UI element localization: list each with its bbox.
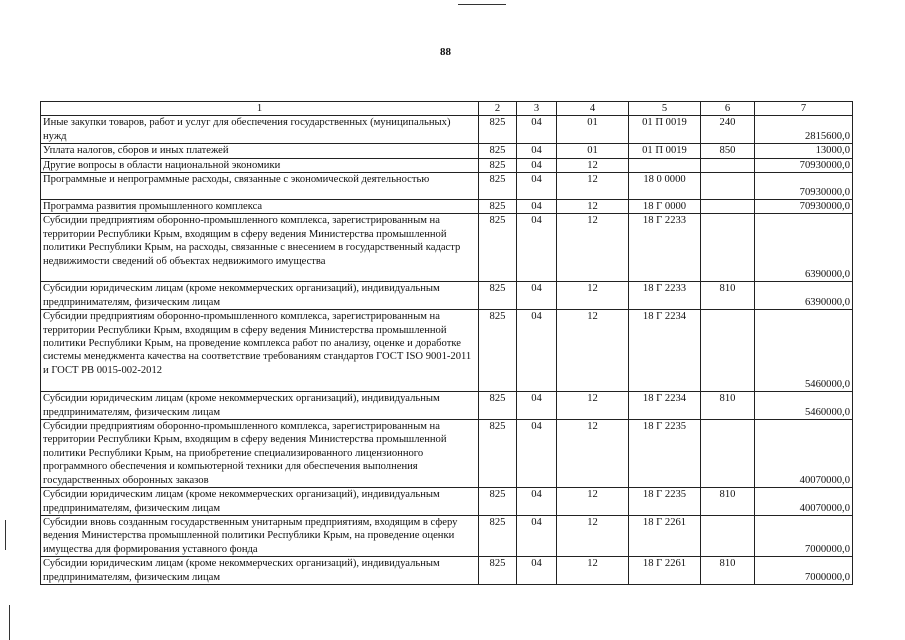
row-target-article: 18 Г 2233 (629, 214, 701, 282)
page-number: 88 (440, 46, 451, 58)
row-expense-type (701, 158, 755, 172)
row-name: Иные закупки товаров, работ и услуг для обеспечения государственных (муниципальных) нужд (41, 116, 479, 144)
row-expense-type: 850 (701, 144, 755, 158)
row-admin-code: 825 (479, 116, 517, 144)
row-admin-code: 825 (479, 488, 517, 516)
row-subsection: 12 (557, 515, 629, 556)
row-expense-type (701, 420, 755, 488)
row-amount: 7000000,0 (755, 515, 853, 556)
row-section: 04 (517, 173, 557, 200)
row-subsection: 01 (557, 116, 629, 144)
row-amount: 70930000,0 (755, 200, 853, 214)
row-amount: 40070000,0 (755, 488, 853, 516)
row-target-article: 18 Г 2261 (629, 557, 701, 585)
row-expense-type: 810 (701, 488, 755, 516)
row-section: 04 (517, 158, 557, 172)
scan-line-left-lower (9, 605, 10, 640)
row-subsection: 12 (557, 420, 629, 488)
row-name: Субсидии вновь созданным государственным унитарным предприятиям, входящим в сферу ведения Министерства промышленной политики Республики Крым, на проведение оценки имущества для формирования уставного фонда (41, 515, 479, 556)
row-amount: 70930000,0 (755, 158, 853, 172)
header-cell-6: 6 (701, 102, 755, 116)
row-section: 04 (517, 557, 557, 585)
row-section: 04 (517, 420, 557, 488)
row-amount: 5460000,0 (755, 310, 853, 392)
row-amount: 7000000,0 (755, 557, 853, 585)
table-row (41, 557, 853, 585)
header-cell-1: 1 (41, 102, 479, 116)
row-expense-type (701, 310, 755, 392)
row-admin-code: 825 (479, 392, 517, 420)
row-section: 04 (517, 200, 557, 214)
row-target-article: 18 Г 2261 (629, 515, 701, 556)
row-expense-type (701, 515, 755, 556)
row-target-article: 18 Г 2234 (629, 392, 701, 420)
row-amount: 5460000,0 (755, 392, 853, 420)
table-row (41, 200, 853, 214)
row-target-article: 18 Г 0000 (629, 200, 701, 214)
row-subsection: 12 (557, 282, 629, 310)
row-section: 04 (517, 392, 557, 420)
scan-line-left (5, 520, 6, 550)
row-target-article: 18 Г 2235 (629, 420, 701, 488)
header-cell-4: 4 (557, 102, 629, 116)
row-amount: 40070000,0 (755, 420, 853, 488)
row-subsection: 01 (557, 144, 629, 158)
row-amount: 13000,0 (755, 144, 853, 158)
header-cell-7: 7 (755, 102, 853, 116)
table-row (41, 158, 853, 172)
row-name: Субсидии предприятиям оборонно-промышленного комплекса, зарегистрированным на территории Республики Крым, входящим в сферу ведения Министерства промышленной политики Республики Крым, на проведение комплекса работ по анализу, оценке и доработке системы менеджмента качества на соответствие требованиям стандартов ГОСТ ISO 9001-2011 и ГОСТ РВ 0015-002-2012 (41, 310, 479, 392)
row-name: Субсидии юридическим лицам (кроме некоммерческих организаций), индивидуальным предпринимателям, физическим лицам (41, 557, 479, 585)
table-row (41, 420, 853, 488)
row-expense-type: 810 (701, 282, 755, 310)
table-row (41, 488, 853, 516)
row-subsection: 12 (557, 200, 629, 214)
row-section: 04 (517, 282, 557, 310)
row-name: Уплата налогов, сборов и иных платежей (41, 144, 479, 158)
header-cell-3: 3 (517, 102, 557, 116)
table-row (41, 173, 853, 200)
table-row (41, 144, 853, 158)
table-row (41, 214, 853, 282)
row-name: Субсидии юридическим лицам (кроме некоммерческих организаций), индивидуальным предпринимателям, физическим лицам (41, 392, 479, 420)
row-subsection: 12 (557, 557, 629, 585)
row-target-article: 01 П 0019 (629, 116, 701, 144)
row-expense-type: 240 (701, 116, 755, 144)
row-target-article: 18 Г 2235 (629, 488, 701, 516)
table-row (41, 310, 853, 392)
row-amount: 6390000,0 (755, 282, 853, 310)
row-admin-code: 825 (479, 214, 517, 282)
header-cell-2: 2 (479, 102, 517, 116)
row-expense-type (701, 200, 755, 214)
row-subsection: 12 (557, 310, 629, 392)
row-amount: 6390000,0 (755, 214, 853, 282)
table-header-row (41, 102, 853, 116)
row-target-article: 18 Г 2233 (629, 282, 701, 310)
row-subsection: 12 (557, 214, 629, 282)
row-admin-code: 825 (479, 282, 517, 310)
row-section: 04 (517, 214, 557, 282)
table-row (41, 282, 853, 310)
row-name: Субсидии юридическим лицам (кроме некоммерческих организаций), индивидуальным предпринимателям, физическим лицам (41, 488, 479, 516)
row-expense-type (701, 173, 755, 200)
row-section: 04 (517, 310, 557, 392)
row-admin-code: 825 (479, 144, 517, 158)
row-section: 04 (517, 144, 557, 158)
row-section: 04 (517, 515, 557, 556)
row-name: Субсидии предприятиям оборонно-промышленного комплекса, зарегистрированным на территории Республики Крым, входящим в сферу ведения Министерства промышленной политики Республики Крым, на приобретение специализированного лицензионного программного обеспечения и компьютерной техники для обеспечения выполнения государственных оборонных заказов (41, 420, 479, 488)
row-expense-type (701, 214, 755, 282)
scan-line-top (458, 4, 506, 5)
budget-table (40, 101, 853, 585)
row-name: Программные и непрограммные расходы, связанные с экономической деятельностью (41, 173, 479, 200)
row-name: Другие вопросы в области национальной экономики (41, 158, 479, 172)
row-amount: 2815600,0 (755, 116, 853, 144)
row-admin-code: 825 (479, 200, 517, 214)
row-section: 04 (517, 116, 557, 144)
row-subsection: 12 (557, 173, 629, 200)
row-section: 04 (517, 488, 557, 516)
table-row (41, 392, 853, 420)
row-subsection: 12 (557, 158, 629, 172)
row-subsection: 12 (557, 488, 629, 516)
row-amount: 70930000,0 (755, 173, 853, 200)
row-name: Субсидии юридическим лицам (кроме некоммерческих организаций), индивидуальным предпринимателям, физическим лицам (41, 282, 479, 310)
row-target-article: 18 0 0000 (629, 173, 701, 200)
row-admin-code: 825 (479, 310, 517, 392)
row-admin-code: 825 (479, 420, 517, 488)
row-name: Программа развития промышленного комплекса (41, 200, 479, 214)
row-target-article: 01 П 0019 (629, 144, 701, 158)
header-cell-5: 5 (629, 102, 701, 116)
row-target-article: 18 Г 2234 (629, 310, 701, 392)
row-expense-type: 810 (701, 557, 755, 585)
row-admin-code: 825 (479, 515, 517, 556)
table-row (41, 116, 853, 144)
row-expense-type: 810 (701, 392, 755, 420)
table-row (41, 515, 853, 556)
row-target-article (629, 158, 701, 172)
row-admin-code: 825 (479, 173, 517, 200)
row-admin-code: 825 (479, 158, 517, 172)
row-admin-code: 825 (479, 557, 517, 585)
row-name: Субсидии предприятиям оборонно-промышленного комплекса, зарегистрированным на территории Республики Крым, входящим в сферу ведения Министерства промышленной политики Республики Крым, на расходы, связанные с внесением в государственный кадастр недвижимости сведений об объектах недвижимого имущества (41, 214, 479, 282)
row-subsection: 12 (557, 392, 629, 420)
